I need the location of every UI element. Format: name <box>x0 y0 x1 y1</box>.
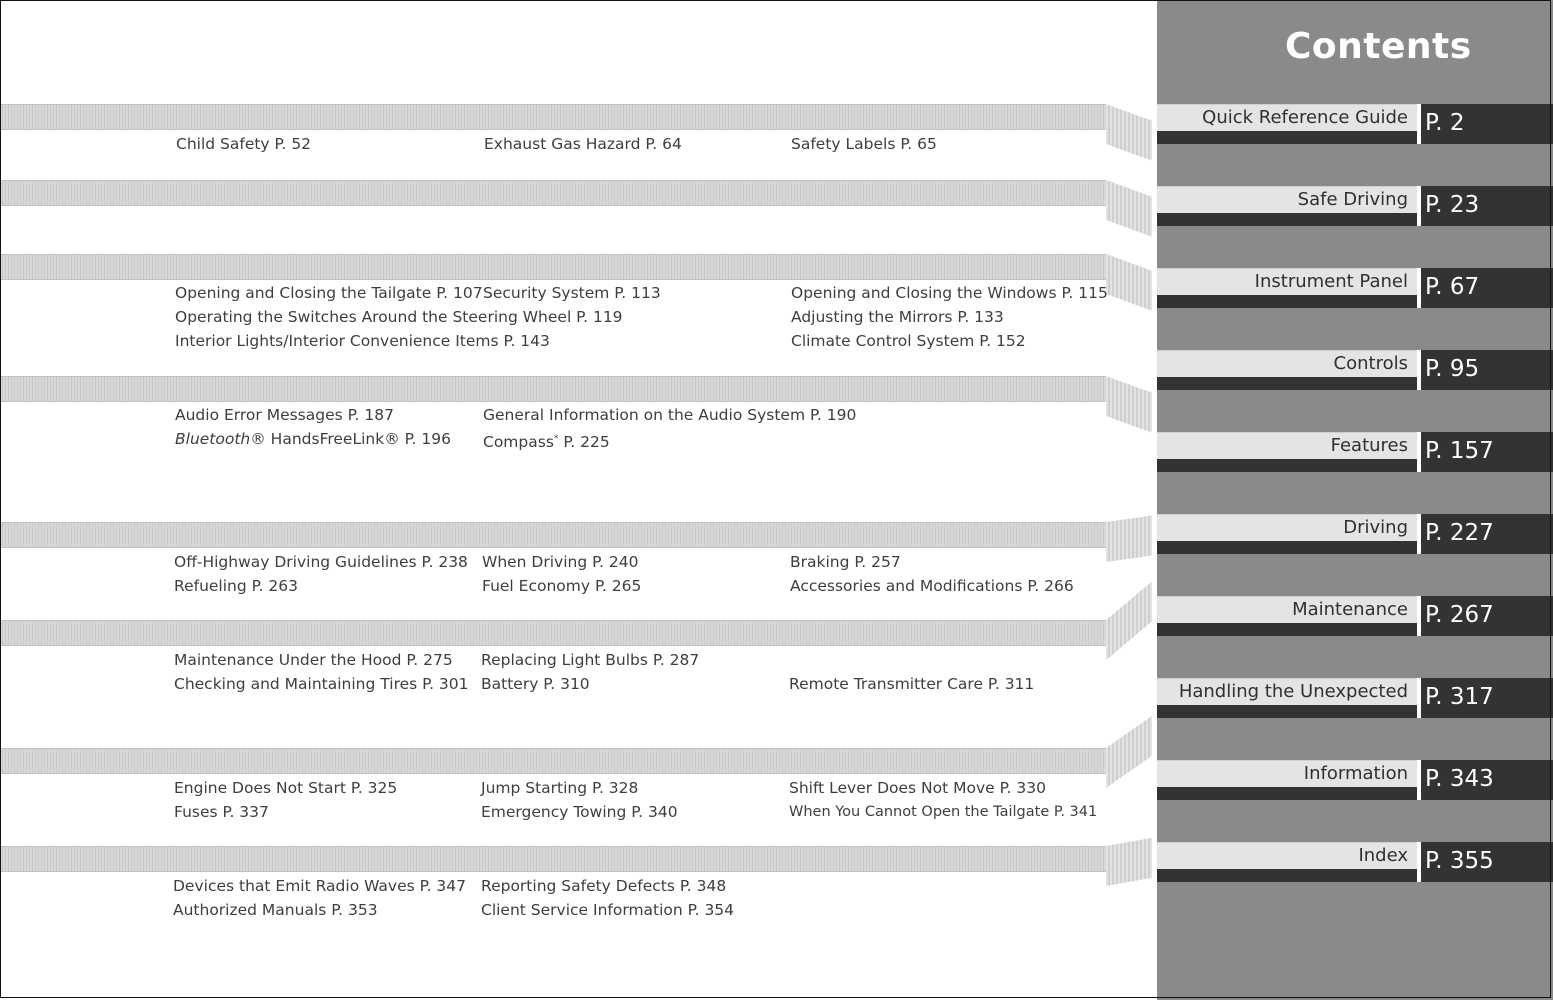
tab-page-number: P. 157 <box>1425 438 1494 464</box>
tab-divider <box>1417 514 1421 554</box>
tab-maintenance[interactable] <box>1157 596 1553 636</box>
toc-link[interactable]: Checking and Maintaining Tires P. 301 <box>174 675 469 693</box>
tab-page-number: P. 67 <box>1425 274 1480 300</box>
compass-text: Compass <box>483 433 554 451</box>
toc-link[interactable]: Safety Labels P. 65 <box>791 135 937 153</box>
tab-instrument-panel[interactable] <box>1157 268 1553 308</box>
tab-safe-driving[interactable] <box>1157 186 1553 226</box>
handsfreelink-text: ® HandsFreeLink® P. 196 <box>250 430 452 448</box>
band-connector <box>1106 838 1152 886</box>
toc-link[interactable]: Fuses P. 337 <box>174 803 269 821</box>
tab-label: Features <box>1330 435 1408 456</box>
band-connector <box>1106 104 1152 161</box>
toc-link[interactable]: Replacing Light Bulbs P. 287 <box>481 651 700 669</box>
tab-divider <box>1417 432 1421 472</box>
toc-link[interactable]: Battery P. 310 <box>481 675 590 693</box>
tab-label: Handling the Unexpected <box>1178 681 1408 702</box>
toc-link[interactable]: Accessories and Modifications P. 266 <box>790 577 1074 595</box>
section-band-driving <box>0 522 1106 548</box>
tab-page-number: P. 343 <box>1425 766 1494 792</box>
band-connector <box>1106 716 1152 788</box>
toc-link[interactable]: Climate Control System P. 152 <box>791 332 1026 350</box>
band-connector <box>1106 581 1152 660</box>
toc-link[interactable]: Engine Does Not Start P. 325 <box>174 779 398 797</box>
toc-link[interactable]: When You Cannot Open the Tailgate P. 341 <box>789 804 1098 820</box>
section-band-handling <box>0 748 1106 774</box>
tab-page-number: P. 227 <box>1425 520 1494 546</box>
tab-divider <box>1417 760 1421 800</box>
band-connector <box>1106 516 1152 562</box>
tab-page-number: P. 317 <box>1425 684 1494 710</box>
tab-label: Information <box>1303 763 1408 784</box>
toc-link[interactable]: General Information on the Audio System P. 190 <box>483 406 857 424</box>
toc-link[interactable]: Exhaust Gas Hazard P. 64 <box>484 135 682 153</box>
toc-link[interactable]: Fuel Economy P. 265 <box>482 577 642 595</box>
tab-controls[interactable] <box>1157 350 1553 390</box>
toc-link[interactable]: Braking P. 257 <box>790 553 901 571</box>
tab-label: Safe Driving <box>1297 189 1408 210</box>
toc-link[interactable]: Opening and Closing the Tailgate P. 107 <box>175 284 483 302</box>
toc-link[interactable]: Emergency Towing P. 340 <box>481 803 678 821</box>
section-band-instrument-panel <box>0 180 1106 206</box>
tab-divider <box>1417 186 1421 226</box>
tab-quick-reference-guide[interactable] <box>1157 104 1553 144</box>
section-band-controls <box>0 254 1106 280</box>
tab-handling-the-unexpected[interactable] <box>1157 678 1553 718</box>
toc-link[interactable]: Interior Lights/Interior Convenience Items P. 143 <box>175 332 550 350</box>
toc-link[interactable]: Maintenance Under the Hood P. 275 <box>174 651 453 669</box>
toc-link[interactable]: Child Safety P. 52 <box>176 135 312 153</box>
toc-link[interactable]: Client Service Information P. 354 <box>481 901 735 919</box>
tab-label: Maintenance <box>1292 599 1408 620</box>
tab-divider <box>1417 268 1421 308</box>
tab-label: Instrument Panel <box>1254 271 1408 292</box>
tab-page-number: P. 23 <box>1425 192 1480 218</box>
tab-page-number: P. 355 <box>1425 848 1494 874</box>
optional-feature-mark: * <box>553 434 559 444</box>
tab-information[interactable] <box>1157 760 1553 800</box>
toc-link[interactable]: Audio Error Messages P. 187 <box>175 406 394 424</box>
toc-link[interactable]: Reporting Safety Defects P. 348 <box>481 877 727 895</box>
section-band-safe-driving <box>0 104 1106 130</box>
toc-link[interactable]: Devices that Emit Radio Waves P. 347 <box>173 877 467 895</box>
bluetooth-brand-text: Bluetooth <box>175 430 251 448</box>
section-band-features <box>0 376 1106 402</box>
toc-link[interactable]: Authorized Manuals P. 353 <box>173 901 378 919</box>
tab-label: Driving <box>1343 517 1408 538</box>
tab-label: Controls <box>1333 353 1408 374</box>
toc-link[interactable]: Jump Starting P. 328 <box>481 779 639 797</box>
toc-link[interactable]: Refueling P. 263 <box>174 577 298 595</box>
tab-features[interactable] <box>1157 432 1553 472</box>
section-band-information <box>0 846 1106 872</box>
tab-divider <box>1417 596 1421 636</box>
tab-label: Index <box>1358 845 1408 866</box>
toc-link-compass[interactable] <box>483 430 610 451</box>
toc-link[interactable]: Off-Highway Driving Guidelines P. 238 <box>174 553 468 571</box>
tab-label: Quick Reference Guide <box>1202 107 1408 128</box>
tab-divider <box>1417 104 1421 144</box>
toc-link[interactable]: Security System P. 113 <box>483 284 661 302</box>
tab-page-number: P. 267 <box>1425 602 1494 628</box>
tab-divider <box>1417 678 1421 718</box>
section-band-maintenance <box>0 620 1106 646</box>
toc-link[interactable]: When Driving P. 240 <box>482 553 639 571</box>
tab-page-number: P. 2 <box>1425 110 1465 136</box>
contents-title: Contents <box>1285 26 1472 67</box>
band-connector <box>1106 376 1152 433</box>
tab-divider <box>1417 842 1421 882</box>
toc-link-bluetooth[interactable] <box>175 430 451 448</box>
band-connector <box>1106 180 1152 237</box>
tab-index[interactable] <box>1157 842 1553 882</box>
toc-link[interactable]: Remote Transmitter Care P. 311 <box>789 675 1035 693</box>
compass-page-text: P. 225 <box>558 433 610 451</box>
band-connector <box>1106 254 1152 311</box>
toc-link[interactable]: Shift Lever Does Not Move P. 330 <box>789 779 1046 797</box>
tab-divider <box>1417 350 1421 390</box>
toc-link[interactable]: Opening and Closing the Windows P. 115 <box>791 284 1108 302</box>
toc-link[interactable]: Adjusting the Mirrors P. 133 <box>791 308 1004 326</box>
tab-page-number: P. 95 <box>1425 356 1480 382</box>
tab-driving[interactable] <box>1157 514 1553 554</box>
toc-link[interactable]: Operating the Switches Around the Steering Wheel P. 119 <box>175 308 623 326</box>
